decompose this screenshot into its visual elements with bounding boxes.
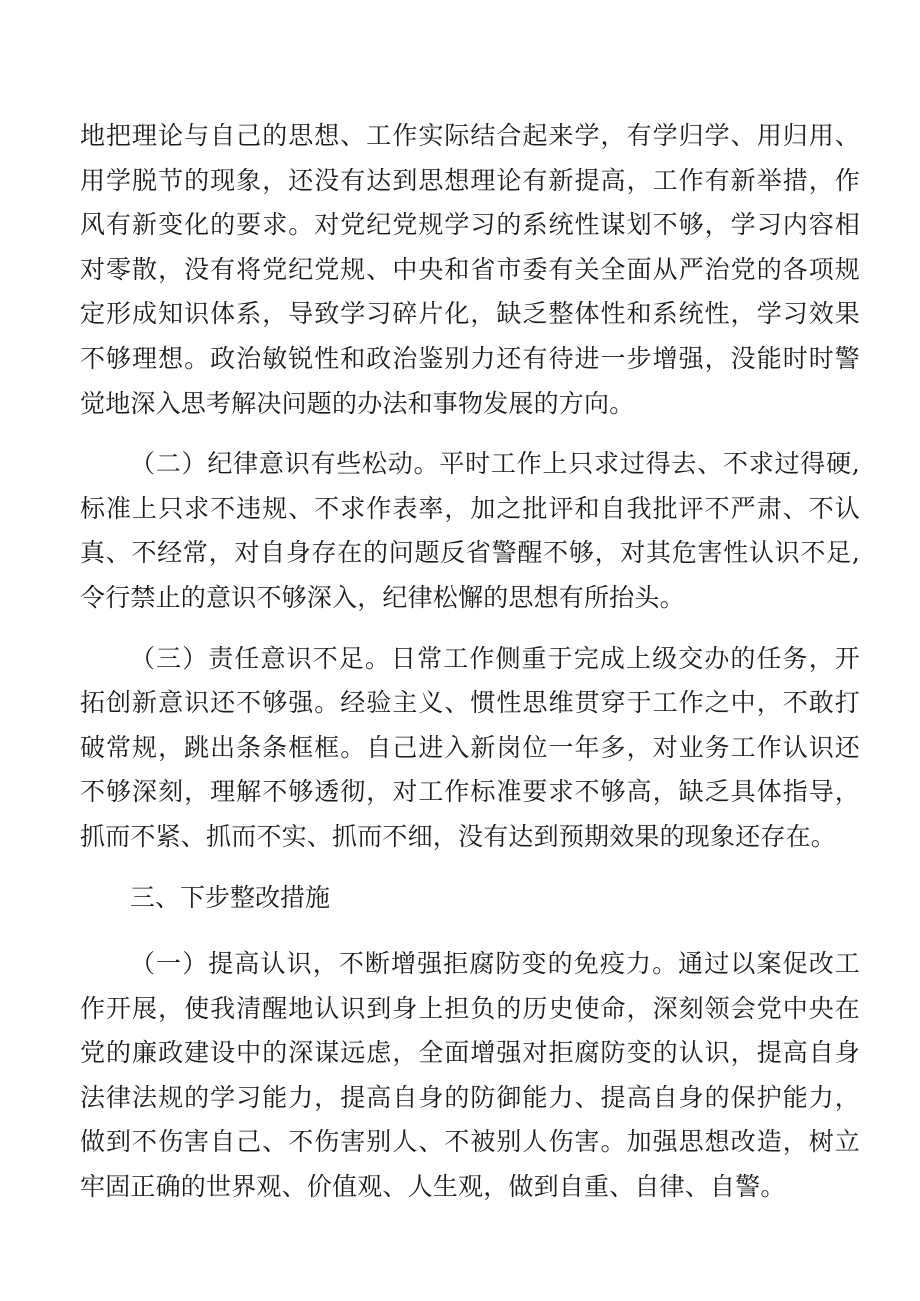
- document-page: [80, 114, 860, 1226]
- paragraph-theory-study: 地把理论与自己的思想、工作实际结合起来学，有学归学、用归用、用学脱节的现象，还没有达到思想理论有新提高，工作有新举措，作风有新变化的要求。对党纪党规学习的系统性谋划不够，学习内容相对零散，没有将党纪党规、中央和省市委有关全面从严治党的各项规定形成知识体系，导致学习碎片化，缺乏整体性和系统性，学习效果不够理想。政治敏锐性和政治鉴别力还有待进一步增强，没能时时警觉地深入思考解决问题的办法和事物发展的方向。: [80, 121, 860, 418]
- paragraph-raise-awareness: （一）提高认识，不断增强拒腐防变的免疫力。通过以案促改工作开展，使我清醒地认识到身上担负的历史使命，深刻领会党中央在党的廉政建设中的深谋远虑，全面增强对拒腐防变的认识，提高自身法律法规的学习能力，提高自身的防御能力、提高自身的保护能力，做到不伤害自己、不伤害别人、不被别人伤害。加强思想改造，树立牢固正确的世界观、价值观、人生观，做到自重、自律、自警。: [80, 949, 860, 1202]
- paragraph-discipline-awareness: （二）纪律意识有些松动。平时工作上只求过得去、不求过得硬,标准上只求不违规、不求作表率，加之批评和自我批评不严肃、不认真、不经常，对自身存在的问题反省警醒不够，对其危害性认识不足,令行禁止的意识不够深入，纪律松懈的思想有所抬头。: [80, 449, 860, 612]
- paragraph-responsibility-awareness: （三）责任意识不足。日常工作侧重于完成上级交办的任务，开拓创新意识还不够强。经验主义、惯性思维贯穿于工作之中，不敢打破常规，跳出条条框框。自己进入新岗位一年多，对业务工作认识还不够深刻，理解不够透彻，对工作标准要求不够高，缺乏具体指导，抓而不紧、抓而不实、抓而不细，没有达到预期效果的现象还存在。: [80, 643, 860, 851]
- section-heading-rectification: 三、下步整改措施: [130, 882, 331, 912]
